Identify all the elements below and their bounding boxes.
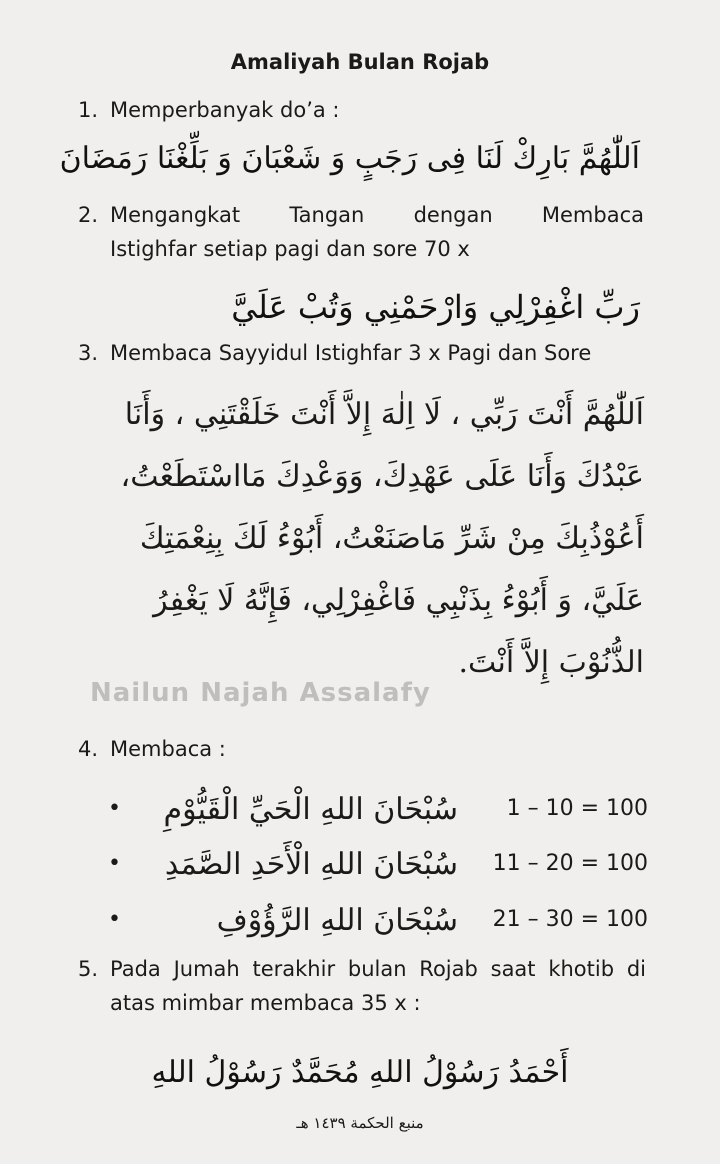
item-1-text: Memperbanyak do’a : <box>110 98 340 122</box>
tasbih-count: 1 – 10 = 100 <box>506 796 648 821</box>
item-5-number: 5. <box>78 957 99 981</box>
item-2-arabic: رَبِّ اغْفِرْلِي وَارْحَمْنِي وَتُبْ عَلَيَّ <box>231 288 640 326</box>
watermark: Nailun Najah Assalafy <box>90 678 431 708</box>
bullet: • <box>108 851 121 876</box>
item-3-heading <box>78 336 644 370</box>
tasbih-count: 21 – 30 = 100 <box>492 907 648 932</box>
tasbih-count: 11 – 20 = 100 <box>492 851 648 876</box>
item-1-arabic: اَللّٰهُمَّ بَارِكْ لَنَا فِى رَجَبٍ وَ شَعْبَانَ وَ بَلِّغْنَا رَمَضَانَ <box>59 141 640 176</box>
bullet: • <box>108 907 121 932</box>
tasbih-row <box>108 788 648 838</box>
item-3-arabic-line: الذُّنُوْبَ إِلاَّ أَنْتَ. <box>458 645 644 680</box>
item-3-arabic-line: عَبْدُكَ وَأَنَا عَلَى عَهْدِكَ، وَوَعْدِكَ مَااسْتَطَعْتُ، <box>120 459 644 494</box>
item-2-heading <box>78 198 644 266</box>
item-4-heading <box>78 732 644 766</box>
bullet: • <box>108 796 121 821</box>
item-1-number: 1. <box>78 98 99 122</box>
item-2-number: 2. <box>78 203 99 227</box>
item-3-arabic-block <box>86 384 644 694</box>
item-2-text-line1: Mengangkat Tangan dengan Membaca <box>110 203 644 227</box>
item-5-text-line1: Pada Jumah terakhir bulan Rojab saat khotib di <box>110 957 646 981</box>
item-3-text: Membaca Sayyidul Istighfar 3 x Pagi dan Sore <box>110 341 592 365</box>
item-3-arabic-line: اَللّٰهُمَّ أَنْتَ رَبِّي ، لَا اِلٰهَ إِلاَّ أَنْتَ خَلَقْتَنِي ، وَأَنَا <box>124 397 644 432</box>
item-5-heading <box>78 952 646 1020</box>
tasbih-row <box>108 899 648 949</box>
item-5-text-line2: atas mimbar membaca 35 x : <box>110 991 421 1015</box>
source-note: منبع الحكمة ١٤٣٩ هـ <box>296 1114 424 1132</box>
item-3-arabic-line: أَعُوْذُبِكَ مِنْ شَرِّ مَاصَنَعْتُ، أَبُوْءُ لَكَ بِنِعْمَتِكَ <box>139 521 644 556</box>
item-4-number: 4. <box>78 737 99 761</box>
item-1-heading <box>78 93 644 127</box>
tasbih-arabic: سُبْحَانَ اللهِ الْأَحَدِ الصَّمَدِ <box>164 847 458 882</box>
tasbih-arabic: سُبْحَانَ اللهِ الرَّؤُوْفِ <box>216 903 458 938</box>
item-4-text: Membaca : <box>110 737 226 761</box>
item-5-arabic: أَحْمَدُ رَسُوْلُ اللهِ مُحَمَّدٌ رَسُوْلُ اللهِ <box>151 1055 569 1090</box>
tasbih-arabic: سُبْحَانَ اللهِ الْحَيِّ الْقَيُّوْمِ <box>163 792 458 827</box>
item-3-number: 3. <box>78 341 99 365</box>
item-3-arabic-line: عَلَيَّ، وَ أَبُوْءُ بِذَنْبِي فَاغْفِرْلِي، فَإِنَّهُ لَا يَغْفِرُ <box>153 583 644 618</box>
page-title: Amaliyah Bulan Rojab <box>230 50 490 74</box>
item-2-text-line2: Istighfar setiap pagi dan sore 70 x <box>110 237 470 261</box>
tasbih-row <box>108 843 648 893</box>
